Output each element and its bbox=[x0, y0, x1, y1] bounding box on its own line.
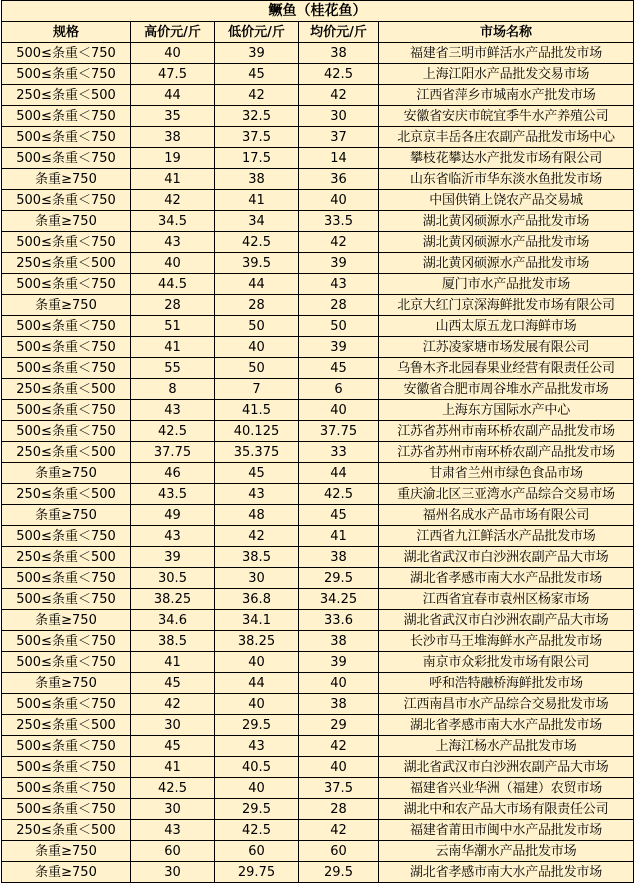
table-row bbox=[2, 757, 634, 778]
cell-avg-price: 42 bbox=[299, 736, 379, 757]
cell-avg-price: 29.5 bbox=[299, 862, 379, 883]
cell-market: 攀枝花攀达水产批发市场有限公司 bbox=[379, 148, 634, 169]
cell-market: 江西省九江鲜活水产品批发市场 bbox=[379, 526, 634, 547]
cell-high-price: 34.5 bbox=[131, 211, 215, 232]
cell-avg-price: 42 bbox=[299, 85, 379, 106]
cell-high-price: 43 bbox=[131, 232, 215, 253]
header-spec: 规格 bbox=[2, 22, 131, 43]
cell-market: 甘肃省兰州市绿色食品市场 bbox=[379, 463, 634, 484]
cell-spec: 250≤条重＜500 bbox=[2, 547, 131, 568]
cell-avg-price: 33.5 bbox=[299, 211, 379, 232]
table-row bbox=[2, 316, 634, 337]
cell-high-price: 34.6 bbox=[131, 610, 215, 631]
table-row bbox=[2, 652, 634, 673]
cell-high-price: 51 bbox=[131, 316, 215, 337]
table-row bbox=[2, 736, 634, 757]
table-row bbox=[2, 253, 634, 274]
cell-avg-price: 50 bbox=[299, 316, 379, 337]
cell-low-price: 50 bbox=[215, 358, 299, 379]
cell-market: 北京京丰岳各庄农副产品批发市场中心 bbox=[379, 127, 634, 148]
cell-spec: 250≤条重＜500 bbox=[2, 85, 131, 106]
cell-spec: 250≤条重＜500 bbox=[2, 715, 131, 736]
table-row bbox=[2, 589, 634, 610]
cell-spec: 500≤条重＜750 bbox=[2, 799, 131, 820]
cell-avg-price: 38 bbox=[299, 631, 379, 652]
table-row bbox=[2, 190, 634, 211]
table-row bbox=[2, 841, 634, 862]
cell-market: 湖北省武汉市白沙洲农副产品大市场 bbox=[379, 610, 634, 631]
cell-avg-price: 42.5 bbox=[299, 484, 379, 505]
cell-spec: 500≤条重＜750 bbox=[2, 526, 131, 547]
header-low-price: 低价元/斤 bbox=[215, 22, 299, 43]
cell-high-price: 45 bbox=[131, 673, 215, 694]
table-row bbox=[2, 148, 634, 169]
table-row bbox=[2, 211, 634, 232]
title-row bbox=[2, 1, 634, 22]
cell-low-price: 43 bbox=[215, 484, 299, 505]
table-row bbox=[2, 694, 634, 715]
table-row bbox=[2, 337, 634, 358]
header-high-price: 高价元/斤 bbox=[131, 22, 215, 43]
cell-avg-price: 45 bbox=[299, 358, 379, 379]
cell-low-price: 45 bbox=[215, 463, 299, 484]
cell-market: 上海江阳水产品批发交易市场 bbox=[379, 64, 634, 85]
cell-low-price: 60 bbox=[215, 841, 299, 862]
cell-high-price: 41 bbox=[131, 337, 215, 358]
cell-market: 湖北省孝感市南大水产品批发市场 bbox=[379, 568, 634, 589]
cell-high-price: 43 bbox=[131, 820, 215, 841]
cell-high-price: 38.25 bbox=[131, 589, 215, 610]
cell-spec: 500≤条重＜750 bbox=[2, 337, 131, 358]
table-row bbox=[2, 169, 634, 190]
cell-spec: 500≤条重＜750 bbox=[2, 316, 131, 337]
cell-low-price: 50 bbox=[215, 316, 299, 337]
cell-spec: 250≤条重＜500 bbox=[2, 253, 131, 274]
cell-low-price: 37.5 bbox=[215, 127, 299, 148]
table-row bbox=[2, 400, 634, 421]
cell-high-price: 30 bbox=[131, 799, 215, 820]
table-row bbox=[2, 799, 634, 820]
cell-spec: 500≤条重＜750 bbox=[2, 358, 131, 379]
cell-spec: 条重≥750 bbox=[2, 295, 131, 316]
cell-spec: 500≤条重＜750 bbox=[2, 43, 131, 64]
cell-high-price: 39 bbox=[131, 547, 215, 568]
cell-avg-price: 33 bbox=[299, 442, 379, 463]
cell-avg-price: 29 bbox=[299, 715, 379, 736]
cell-avg-price: 42.5 bbox=[299, 64, 379, 85]
cell-market: 北京大红门京深海鲜批发市场有限公司 bbox=[379, 295, 634, 316]
header-avg-price: 均价元/斤 bbox=[299, 22, 379, 43]
cell-low-price: 40 bbox=[215, 337, 299, 358]
cell-high-price: 19 bbox=[131, 148, 215, 169]
cell-high-price: 47.5 bbox=[131, 64, 215, 85]
cell-avg-price: 38 bbox=[299, 43, 379, 64]
cell-spec: 条重≥750 bbox=[2, 673, 131, 694]
cell-low-price: 39.5 bbox=[215, 253, 299, 274]
cell-avg-price: 41 bbox=[299, 526, 379, 547]
price-table bbox=[1, 0, 634, 883]
cell-spec: 条重≥750 bbox=[2, 862, 131, 883]
table-row bbox=[2, 484, 634, 505]
cell-spec: 条重≥750 bbox=[2, 463, 131, 484]
table-row bbox=[2, 379, 634, 400]
cell-low-price: 45 bbox=[215, 64, 299, 85]
table-row bbox=[2, 43, 634, 64]
cell-high-price: 30 bbox=[131, 862, 215, 883]
cell-spec: 500≤条重＜750 bbox=[2, 64, 131, 85]
cell-market: 安徽省合肥市周谷堆水产品批发市场 bbox=[379, 379, 634, 400]
cell-avg-price: 28 bbox=[299, 799, 379, 820]
cell-market: 福建省莆田市闽中水产品批发市场 bbox=[379, 820, 634, 841]
cell-market: 江苏凌家塘市场发展有限公司 bbox=[379, 337, 634, 358]
cell-avg-price: 30 bbox=[299, 106, 379, 127]
cell-spec: 500≤条重＜750 bbox=[2, 652, 131, 673]
cell-low-price: 44 bbox=[215, 274, 299, 295]
cell-market: 江苏省苏州市南环桥农副产品批发市场 bbox=[379, 442, 634, 463]
cell-avg-price: 28 bbox=[299, 295, 379, 316]
cell-market: 安徽省安庆市皖宜季牛水产养殖公司 bbox=[379, 106, 634, 127]
cell-low-price: 7 bbox=[215, 379, 299, 400]
cell-avg-price: 37 bbox=[299, 127, 379, 148]
cell-market: 福州名成水产品市场有限公司 bbox=[379, 505, 634, 526]
cell-high-price: 35 bbox=[131, 106, 215, 127]
cell-avg-price: 40 bbox=[299, 400, 379, 421]
cell-high-price: 40 bbox=[131, 253, 215, 274]
cell-market: 乌鲁木齐北园春果业经营有限责任公司 bbox=[379, 358, 634, 379]
cell-high-price: 43.5 bbox=[131, 484, 215, 505]
table-row bbox=[2, 442, 634, 463]
cell-spec: 250≤条重＜500 bbox=[2, 484, 131, 505]
cell-low-price: 42.5 bbox=[215, 232, 299, 253]
cell-market: 湖北黄冈硕源水产品批发市场 bbox=[379, 253, 634, 274]
cell-low-price: 40.125 bbox=[215, 421, 299, 442]
cell-low-price: 41 bbox=[215, 190, 299, 211]
cell-avg-price: 45 bbox=[299, 505, 379, 526]
cell-avg-price: 44 bbox=[299, 463, 379, 484]
cell-low-price: 42 bbox=[215, 526, 299, 547]
cell-spec: 500≤条重＜750 bbox=[2, 400, 131, 421]
cell-spec: 条重≥750 bbox=[2, 211, 131, 232]
cell-market: 重庆渝北区三亚湾水产品综合交易市场 bbox=[379, 484, 634, 505]
cell-avg-price: 29.5 bbox=[299, 568, 379, 589]
cell-spec: 250≤条重＜500 bbox=[2, 442, 131, 463]
cell-avg-price: 39 bbox=[299, 652, 379, 673]
cell-market: 中国供销上饶农产品交易城 bbox=[379, 190, 634, 211]
cell-low-price: 34 bbox=[215, 211, 299, 232]
cell-spec: 500≤条重＜750 bbox=[2, 127, 131, 148]
cell-high-price: 41 bbox=[131, 757, 215, 778]
cell-high-price: 44.5 bbox=[131, 274, 215, 295]
cell-spec: 500≤条重＜750 bbox=[2, 568, 131, 589]
table-row bbox=[2, 64, 634, 85]
cell-market: 山西太原五龙口海鲜市场 bbox=[379, 316, 634, 337]
cell-high-price: 41 bbox=[131, 169, 215, 190]
cell-avg-price: 42 bbox=[299, 232, 379, 253]
cell-spec: 500≤条重＜750 bbox=[2, 148, 131, 169]
table-row bbox=[2, 85, 634, 106]
cell-spec: 250≤条重＜500 bbox=[2, 379, 131, 400]
cell-low-price: 28 bbox=[215, 295, 299, 316]
cell-spec: 500≤条重＜750 bbox=[2, 589, 131, 610]
cell-spec: 500≤条重＜750 bbox=[2, 190, 131, 211]
cell-high-price: 28 bbox=[131, 295, 215, 316]
cell-avg-price: 60 bbox=[299, 841, 379, 862]
cell-high-price: 45 bbox=[131, 736, 215, 757]
cell-avg-price: 40 bbox=[299, 673, 379, 694]
cell-market: 长沙市马王堆海鲜水产品批发市场 bbox=[379, 631, 634, 652]
cell-avg-price: 34.25 bbox=[299, 589, 379, 610]
cell-low-price: 32.5 bbox=[215, 106, 299, 127]
cell-low-price: 29.75 bbox=[215, 862, 299, 883]
table-row bbox=[2, 715, 634, 736]
cell-spec: 500≤条重＜750 bbox=[2, 631, 131, 652]
cell-avg-price: 39 bbox=[299, 253, 379, 274]
cell-spec: 500≤条重＜750 bbox=[2, 106, 131, 127]
cell-avg-price: 6 bbox=[299, 379, 379, 400]
table-row bbox=[2, 463, 634, 484]
cell-low-price: 29.5 bbox=[215, 799, 299, 820]
cell-low-price: 42.5 bbox=[215, 820, 299, 841]
cell-spec: 500≤条重＜750 bbox=[2, 736, 131, 757]
cell-avg-price: 37.75 bbox=[299, 421, 379, 442]
table-row bbox=[2, 421, 634, 442]
cell-market: 云南华潮水产品批发市场 bbox=[379, 841, 634, 862]
cell-high-price: 60 bbox=[131, 841, 215, 862]
cell-low-price: 40.5 bbox=[215, 757, 299, 778]
cell-low-price: 43 bbox=[215, 736, 299, 757]
cell-high-price: 43 bbox=[131, 526, 215, 547]
cell-market: 湖北中和农产品大市场有限责任公司 bbox=[379, 799, 634, 820]
cell-high-price: 8 bbox=[131, 379, 215, 400]
cell-avg-price: 38 bbox=[299, 547, 379, 568]
cell-high-price: 40 bbox=[131, 43, 215, 64]
table-row bbox=[2, 568, 634, 589]
cell-spec: 500≤条重＜750 bbox=[2, 757, 131, 778]
cell-high-price: 49 bbox=[131, 505, 215, 526]
cell-avg-price: 39 bbox=[299, 337, 379, 358]
cell-market: 江西省宜春市袁州区杨家市场 bbox=[379, 589, 634, 610]
table-row bbox=[2, 106, 634, 127]
table-row bbox=[2, 673, 634, 694]
cell-low-price: 35.375 bbox=[215, 442, 299, 463]
cell-market: 湖北黄冈硕源水产品批发市场 bbox=[379, 211, 634, 232]
cell-low-price: 38.25 bbox=[215, 631, 299, 652]
table-row bbox=[2, 526, 634, 547]
cell-high-price: 42.5 bbox=[131, 421, 215, 442]
cell-avg-price: 42 bbox=[299, 820, 379, 841]
cell-high-price: 42.5 bbox=[131, 778, 215, 799]
table-row bbox=[2, 778, 634, 799]
cell-low-price: 40 bbox=[215, 778, 299, 799]
cell-avg-price: 33.6 bbox=[299, 610, 379, 631]
table-body bbox=[2, 43, 634, 883]
cell-market: 福建省兴业华洲（福建）农贸市场 bbox=[379, 778, 634, 799]
table-row bbox=[2, 547, 634, 568]
cell-low-price: 40 bbox=[215, 652, 299, 673]
cell-high-price: 30 bbox=[131, 715, 215, 736]
cell-low-price: 34.1 bbox=[215, 610, 299, 631]
cell-low-price: 29.5 bbox=[215, 715, 299, 736]
table-title: 鳜鱼（桂花鱼） bbox=[2, 1, 634, 22]
cell-low-price: 40 bbox=[215, 694, 299, 715]
cell-market: 江西南昌市水产品综合交易批发市场 bbox=[379, 694, 634, 715]
cell-market: 湖北省孝感市南大水产品批发市场 bbox=[379, 862, 634, 883]
table-row bbox=[2, 631, 634, 652]
table-row bbox=[2, 610, 634, 631]
cell-market: 呼和浩特融桥海鲜批发市场 bbox=[379, 673, 634, 694]
cell-high-price: 43 bbox=[131, 400, 215, 421]
cell-avg-price: 14 bbox=[299, 148, 379, 169]
cell-market: 江西省萍乡市城南水产批发市场 bbox=[379, 85, 634, 106]
table-row bbox=[2, 820, 634, 841]
cell-market: 湖北省孝感市南大水产品批发市场 bbox=[379, 715, 634, 736]
cell-spec: 500≤条重＜750 bbox=[2, 778, 131, 799]
cell-high-price: 42 bbox=[131, 694, 215, 715]
cell-high-price: 44 bbox=[131, 85, 215, 106]
cell-high-price: 41 bbox=[131, 652, 215, 673]
table-row bbox=[2, 274, 634, 295]
cell-avg-price: 43 bbox=[299, 274, 379, 295]
table-row bbox=[2, 232, 634, 253]
cell-avg-price: 38 bbox=[299, 694, 379, 715]
cell-spec: 500≤条重＜750 bbox=[2, 694, 131, 715]
cell-low-price: 39 bbox=[215, 43, 299, 64]
cell-spec: 条重≥750 bbox=[2, 841, 131, 862]
cell-low-price: 44 bbox=[215, 673, 299, 694]
cell-spec: 500≤条重＜750 bbox=[2, 274, 131, 295]
cell-market: 山东省临沂市华东淡水鱼批发市场 bbox=[379, 169, 634, 190]
cell-avg-price: 37.5 bbox=[299, 778, 379, 799]
table-row bbox=[2, 505, 634, 526]
cell-high-price: 37.75 bbox=[131, 442, 215, 463]
cell-low-price: 17.5 bbox=[215, 148, 299, 169]
cell-high-price: 46 bbox=[131, 463, 215, 484]
cell-spec: 条重≥750 bbox=[2, 169, 131, 190]
cell-market: 厦门市水产品批发市场 bbox=[379, 274, 634, 295]
cell-market: 福建省三明市鲜活水产品批发市场 bbox=[379, 43, 634, 64]
cell-avg-price: 40 bbox=[299, 757, 379, 778]
cell-market: 湖北省武汉市白沙洲农副产品大市场 bbox=[379, 547, 634, 568]
cell-market: 上海东方国际水产中心 bbox=[379, 400, 634, 421]
cell-low-price: 42 bbox=[215, 85, 299, 106]
table-row bbox=[2, 295, 634, 316]
cell-market: 湖北黄冈硕源水产品批发市场 bbox=[379, 232, 634, 253]
header-market: 市场名称 bbox=[379, 22, 634, 43]
cell-spec: 500≤条重＜750 bbox=[2, 421, 131, 442]
cell-low-price: 30 bbox=[215, 568, 299, 589]
cell-low-price: 38.5 bbox=[215, 547, 299, 568]
header-row bbox=[2, 22, 634, 43]
table-row bbox=[2, 358, 634, 379]
cell-market: 南京市众彩批发市场有限公司 bbox=[379, 652, 634, 673]
cell-low-price: 41.5 bbox=[215, 400, 299, 421]
cell-avg-price: 40 bbox=[299, 190, 379, 211]
cell-high-price: 30.5 bbox=[131, 568, 215, 589]
table-row bbox=[2, 127, 634, 148]
cell-spec: 500≤条重＜750 bbox=[2, 232, 131, 253]
cell-low-price: 48 bbox=[215, 505, 299, 526]
cell-spec: 条重≥750 bbox=[2, 505, 131, 526]
cell-high-price: 38.5 bbox=[131, 631, 215, 652]
cell-low-price: 36.8 bbox=[215, 589, 299, 610]
cell-avg-price: 36 bbox=[299, 169, 379, 190]
cell-market: 湖北省武汉市白沙洲农副产品大市场 bbox=[379, 757, 634, 778]
cell-high-price: 38 bbox=[131, 127, 215, 148]
cell-spec: 条重≥750 bbox=[2, 610, 131, 631]
cell-spec: 250≤条重＜500 bbox=[2, 820, 131, 841]
cell-market: 江苏省苏州市南环桥农副产品批发市场 bbox=[379, 421, 634, 442]
cell-high-price: 55 bbox=[131, 358, 215, 379]
table-row bbox=[2, 862, 634, 883]
cell-low-price: 38 bbox=[215, 169, 299, 190]
cell-high-price: 42 bbox=[131, 190, 215, 211]
cell-market: 上海江杨水产品批发市场 bbox=[379, 736, 634, 757]
